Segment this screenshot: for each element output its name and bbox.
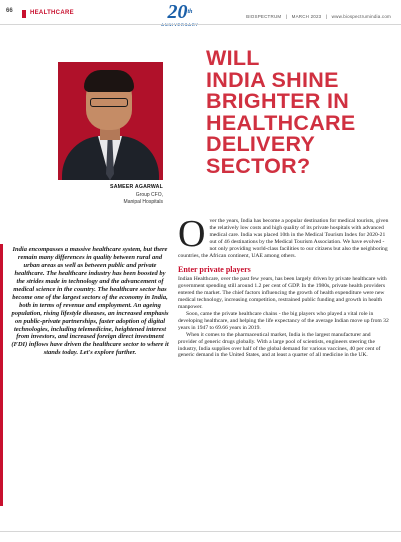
author-role-org: Manipal Hospitals (123, 198, 163, 205)
title-line: WILL (206, 46, 260, 70)
paragraph-text: ver the years, India has become a popular destination for medical tourists, given the relatively low costs and high quality of its private hospitals with advanced medical care. India was placed 10th in the Medical Tourism Index for 2020-21 out of 46 destinations by the Medical Tourism Association. We have evolved - not only providing world-class facilities to our citizens but also the neighboring countries, the African continent, UAE among others. (178, 218, 389, 259)
author-role (60, 192, 163, 205)
issue-date: MARCH 2023 (291, 14, 322, 19)
website-link[interactable]: www.biospectrumindia.com (331, 14, 391, 19)
section-label: HEALTHCARE (30, 10, 74, 16)
logo-suffix: th (187, 9, 193, 15)
meta-divider-1: | (285, 14, 288, 19)
article-title (206, 48, 396, 177)
pull-quote: India encompasses a massive healthcare system, but there remain many differences in quality between rural and urban areas as well as between public and private healthcare. The healthcare industry has been boosted by the strides made in technology and the advancement of medical science in the country. The healthcare sector has become one of the largest sectors of the economy in India, both in terms of revenue and employment. An ageing population, rising lifestyle diseases, an increased emphasis on public-private partnerships, faster adoption of digital technologies, including telemedicine, heightened interest from investors, and increased foreign direct investment (FDI) inflows have driven the healthcare sector to where it stands today. Let's explore further. (11, 246, 169, 357)
author-photo (58, 62, 163, 180)
page-number: 66 (6, 8, 13, 14)
author-byline (60, 184, 163, 205)
title-line: BRIGHTER IN (206, 89, 350, 113)
author-role-title: Group CFO, (135, 192, 163, 198)
photo-hair (84, 70, 134, 92)
title-line: INDIA SHINE (206, 67, 339, 92)
title-line: HEALTHCARE (206, 110, 356, 135)
pull-quote-bar (0, 244, 3, 506)
article-paragraph: Indian Healthcare, over the past few years, has been largely driven by private healthcare with government spending still around 1.2 per cent of GDP. In the 1980s, private health providers entered the market. The chief factors influencing the growth of health expenditure were new medical technology, increasing competition, restrained public funding and growth in health manpower. (178, 276, 387, 311)
section-marker (22, 10, 26, 18)
title-line: DELIVERY (206, 132, 316, 156)
article-paragraph: When it comes to the pharmaceutical market, India is the largest manufacturer and provider of generic drugs globally. With a large pool of scientists, engineers steering the industry, India supplies over half of the global demand for various vaccines, 40 per cent of generic demand in the United States, and at least a quarter of all medicine in the UK. (178, 331, 381, 359)
meta-divider-2: | (325, 14, 328, 19)
author-name: SAMEER AGARWAL (110, 184, 163, 190)
logo-number: 20 (167, 1, 188, 23)
photo-glasses (90, 98, 128, 107)
publication-name: BIOSPECTRUM (246, 14, 282, 19)
anniversary-logo (150, 2, 210, 30)
header-divider (0, 24, 401, 25)
footer-divider (0, 531, 401, 532)
drop-cap: O (178, 213, 206, 255)
page-header (0, 0, 401, 30)
article-body (178, 213, 390, 359)
logo-number-wrap (150, 2, 210, 22)
header-meta (243, 14, 391, 19)
section-subhead: Enter private players (178, 265, 251, 275)
article-paragraph: Soon, came the private healthcare chains - the big players who played a vital role in developing healthcare, and helping the life expectancy of the average Indian move up from 32 years in 1947 to 69.66 years in 2019. (178, 310, 389, 331)
title-line: SECTOR? (206, 153, 311, 178)
article-paragraph (178, 213, 390, 259)
